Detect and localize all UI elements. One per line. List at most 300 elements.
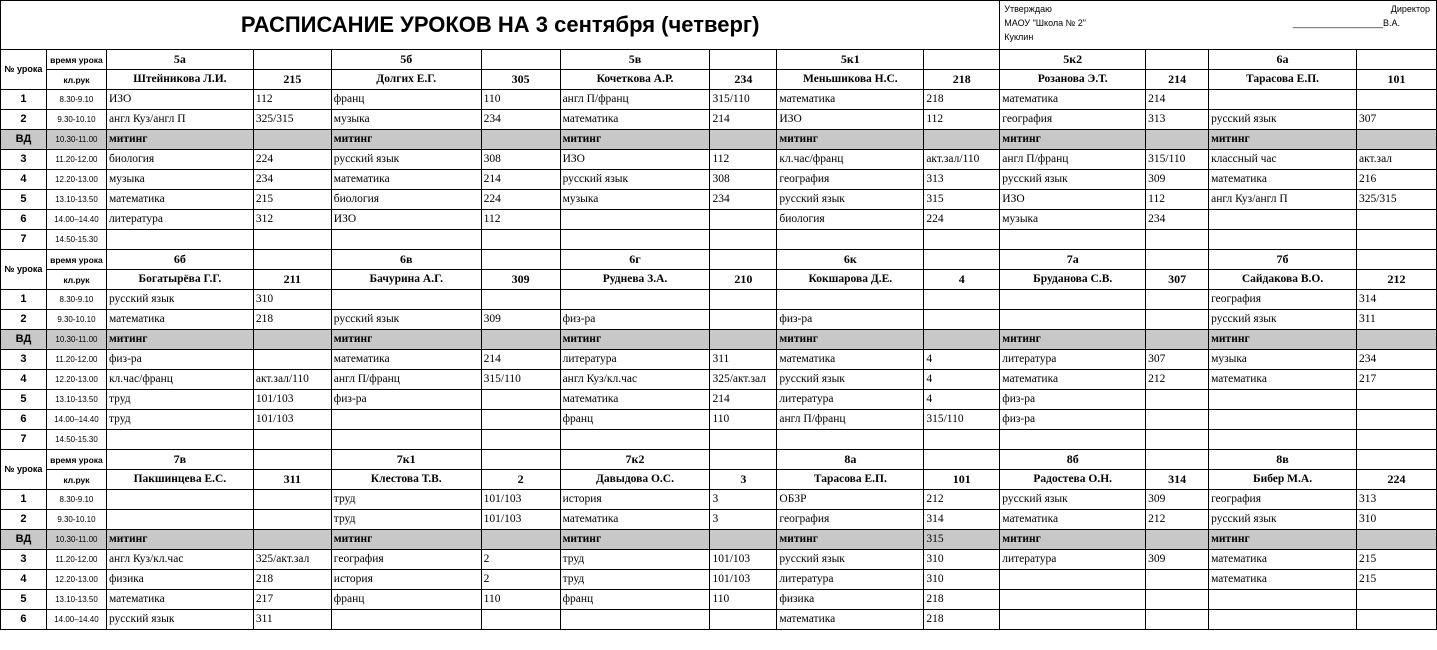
room-cell xyxy=(253,230,331,250)
subject-cell: франц xyxy=(560,590,710,610)
room-cell: 310 xyxy=(253,290,331,310)
class-teacher: Бачурина А.Г. xyxy=(331,270,481,290)
class-name: 8б xyxy=(1000,450,1146,470)
room-cell xyxy=(710,290,777,310)
room-cell: 224 xyxy=(253,150,331,170)
room-cell xyxy=(710,610,777,630)
subject-cell: литература xyxy=(777,570,924,590)
lesson-row xyxy=(1,590,1437,610)
subject-cell: география xyxy=(1209,290,1357,310)
subject-cell: митинг xyxy=(1000,330,1146,350)
room-cell xyxy=(481,530,560,550)
room-cell xyxy=(1146,130,1209,150)
class-name-spacer xyxy=(253,50,331,70)
room-cell xyxy=(1146,230,1209,250)
class-name: 6в xyxy=(331,250,481,270)
room-cell: 101/103 xyxy=(253,390,331,410)
subject-cell: митинг xyxy=(1209,330,1357,350)
room-cell: 310 xyxy=(1356,510,1436,530)
class-teacher: Тарасова Е.П. xyxy=(777,470,924,490)
room-cell: 315/110 xyxy=(710,90,777,110)
class-teacher: Долгих Е.Г. xyxy=(331,70,481,90)
class-home-room: 314 xyxy=(1146,470,1209,490)
room-cell: 101/103 xyxy=(253,410,331,430)
class-teacher: Бруданова С.В. xyxy=(1000,270,1146,290)
subject-cell: русский язык xyxy=(1000,490,1146,510)
room-cell: 224 xyxy=(924,210,1000,230)
subject-cell xyxy=(106,230,253,250)
room-cell: 214 xyxy=(1146,90,1209,110)
lesson-row xyxy=(1,150,1437,170)
lesson-number: ВД xyxy=(1,130,47,150)
class-name: 7б xyxy=(1209,250,1357,270)
lesson-time: 11.20-12.00 xyxy=(46,350,106,370)
subject-cell: русский язык xyxy=(106,610,253,630)
subject-cell: география xyxy=(777,510,924,530)
lesson-row xyxy=(1,170,1437,190)
room-cell: 101/103 xyxy=(710,570,777,590)
subject-cell: математика xyxy=(1209,170,1357,190)
room-cell: 315/110 xyxy=(481,370,560,390)
room-cell xyxy=(1356,90,1436,110)
lesson-row xyxy=(1,290,1437,310)
lesson-row xyxy=(1,390,1437,410)
class-name: 5к2 xyxy=(1000,50,1146,70)
subject-cell xyxy=(1209,230,1357,250)
subject-cell: русский язык xyxy=(1000,170,1146,190)
kl-ruk-label: кл.рук xyxy=(46,70,106,90)
subject-cell: англ Куз/англ П xyxy=(106,110,253,130)
subject-cell: математика xyxy=(1000,510,1146,530)
room-cell: 101/103 xyxy=(710,550,777,570)
room-cell: 110 xyxy=(710,410,777,430)
class-home-room: 218 xyxy=(924,70,1000,90)
subject-cell xyxy=(777,290,924,310)
lesson-number: ВД xyxy=(1,330,47,350)
class-name-spacer xyxy=(253,250,331,270)
class-name-spacer xyxy=(710,450,777,470)
class-name: 8в xyxy=(1209,450,1357,470)
approval-line-2: МАОУ "Школа № 2" xyxy=(1004,18,1086,28)
kl-ruk-label: кл.рук xyxy=(46,470,106,490)
room-cell: 110 xyxy=(481,590,560,610)
subject-cell: математика xyxy=(1209,550,1357,570)
room-cell: 3 xyxy=(710,490,777,510)
subject-cell: физ-ра xyxy=(331,390,481,410)
room-cell: 112 xyxy=(253,90,331,110)
class-home-room: 212 xyxy=(1356,270,1436,290)
subject-cell: митинг xyxy=(106,330,253,350)
time-header: время урока xyxy=(46,250,106,270)
subject-cell xyxy=(1209,610,1357,630)
subject-cell xyxy=(331,290,481,310)
class-name-spacer xyxy=(924,450,1000,470)
lesson-row xyxy=(1,570,1437,590)
room-cell xyxy=(1146,290,1209,310)
class-home-room: 215 xyxy=(253,70,331,90)
room-cell xyxy=(1146,390,1209,410)
room-cell: 214 xyxy=(710,390,777,410)
room-cell xyxy=(1356,210,1436,230)
subject-cell xyxy=(1000,230,1146,250)
class-home-room: 307 xyxy=(1146,270,1209,290)
subject-cell: русский язык xyxy=(106,290,253,310)
class-name-spacer xyxy=(924,250,1000,270)
approval-line-3: Куклин xyxy=(1004,32,1034,42)
lesson-number: 6 xyxy=(1,410,47,430)
class-name: 7а xyxy=(1000,250,1146,270)
room-cell: 214 xyxy=(481,350,560,370)
subject-cell xyxy=(331,230,481,250)
class-teacher: Розанова Э.Т. xyxy=(1000,70,1146,90)
room-cell: 307 xyxy=(1356,110,1436,130)
subject-cell: история xyxy=(560,490,710,510)
room-cell xyxy=(924,290,1000,310)
class-name: 5к1 xyxy=(777,50,924,70)
class-name-spacer xyxy=(710,250,777,270)
class-name: 5в xyxy=(560,50,710,70)
class-home-room: 211 xyxy=(253,270,331,290)
subject-cell: музыка xyxy=(560,190,710,210)
subject-cell: математика xyxy=(777,90,924,110)
class-home-room: 2 xyxy=(481,470,560,490)
room-cell: 216 xyxy=(1356,170,1436,190)
class-teacher: Радостева О.Н. xyxy=(1000,470,1146,490)
kl-ruk-label: кл.рук xyxy=(46,270,106,290)
subject-cell: митинг xyxy=(106,130,253,150)
room-cell: 218 xyxy=(924,90,1000,110)
lesson-row xyxy=(1,490,1437,510)
room-cell xyxy=(924,130,1000,150)
subject-cell xyxy=(777,230,924,250)
room-cell xyxy=(1356,330,1436,350)
lesson-time: 8.30-9.10 xyxy=(46,490,106,510)
subject-cell: ИЗО xyxy=(331,210,481,230)
approval-line-1: Утверждаю xyxy=(1004,4,1052,14)
subject-cell: математика xyxy=(1000,370,1146,390)
class-header-row xyxy=(1,450,1437,470)
room-cell: 309 xyxy=(481,310,560,330)
class-name: 7в xyxy=(106,450,253,470)
subject-cell: ИЗО xyxy=(106,90,253,110)
subject-cell: англ П/франц xyxy=(1000,150,1146,170)
room-cell: 314 xyxy=(1356,290,1436,310)
subject-cell xyxy=(1000,610,1146,630)
class-name-spacer xyxy=(1146,450,1209,470)
class-home-room: 4 xyxy=(924,270,1000,290)
lesson-time: 9.30-10.10 xyxy=(46,510,106,530)
room-cell: 110 xyxy=(710,590,777,610)
subject-cell: русский язык xyxy=(777,190,924,210)
subject-cell: франц xyxy=(331,590,481,610)
class-name: 8а xyxy=(777,450,924,470)
subject-cell: математика xyxy=(1209,570,1357,590)
class-home-room: 309 xyxy=(481,270,560,290)
subject-cell: кл.час/франц xyxy=(777,150,924,170)
page-title: РАСПИСАНИЕ УРОКОВ НА 3 сентября (четверг) xyxy=(1,1,1000,50)
room-cell xyxy=(710,530,777,550)
subject-cell: митинг xyxy=(560,130,710,150)
room-cell: 234 xyxy=(1356,350,1436,370)
class-name: 6г xyxy=(560,250,710,270)
approval-block xyxy=(1000,1,1437,50)
room-cell: 217 xyxy=(1356,370,1436,390)
lesson-time: 13.10-13.50 xyxy=(46,190,106,210)
subject-cell: география xyxy=(1000,110,1146,130)
room-cell xyxy=(253,330,331,350)
subject-cell: митинг xyxy=(560,530,710,550)
room-cell xyxy=(1146,430,1209,450)
room-cell xyxy=(924,230,1000,250)
subject-cell: русский язык xyxy=(777,370,924,390)
room-cell: 215 xyxy=(1356,570,1436,590)
class-header-row xyxy=(1,50,1437,70)
lesson-number: 3 xyxy=(1,150,47,170)
subject-cell xyxy=(1209,410,1357,430)
subject-cell: англ П/франц xyxy=(777,410,924,430)
lesson-number: 5 xyxy=(1,590,47,610)
subject-cell: география xyxy=(1209,490,1357,510)
room-cell xyxy=(1356,530,1436,550)
room-cell: 309 xyxy=(1146,490,1209,510)
subject-cell: русский язык xyxy=(1209,110,1357,130)
room-cell: 217 xyxy=(253,590,331,610)
room-cell: 308 xyxy=(481,150,560,170)
lesson-time: 10.30-11.00 xyxy=(46,130,106,150)
subject-cell xyxy=(777,430,924,450)
subject-cell: литература xyxy=(777,390,924,410)
room-cell xyxy=(1356,590,1436,610)
class-teacher: Штейникова Л.И. xyxy=(106,70,253,90)
subject-cell: русский язык xyxy=(777,550,924,570)
room-cell xyxy=(1146,330,1209,350)
class-name: 5а xyxy=(106,50,253,70)
class-teacher: Тарасова Е.П. xyxy=(1209,70,1357,90)
lesson-time: 11.20-12.00 xyxy=(46,150,106,170)
room-cell xyxy=(481,230,560,250)
room-cell: 325/акт.зал xyxy=(710,370,777,390)
lesson-row xyxy=(1,550,1437,570)
class-home-room: 224 xyxy=(1356,470,1436,490)
room-cell: 218 xyxy=(924,610,1000,630)
room-cell xyxy=(710,430,777,450)
class-teacher: Клестова Т.В. xyxy=(331,470,481,490)
subject-cell: труд xyxy=(560,570,710,590)
class-teacher: Кочеткова А.Р. xyxy=(560,70,710,90)
subject-cell: митинг xyxy=(1209,530,1357,550)
lesson-number: 2 xyxy=(1,510,47,530)
lesson-row xyxy=(1,310,1437,330)
lesson-time: 12.20-13.00 xyxy=(46,370,106,390)
room-cell xyxy=(481,130,560,150)
room-cell: 218 xyxy=(924,590,1000,610)
subject-cell: англ Куз/кл.час xyxy=(560,370,710,390)
room-cell xyxy=(710,210,777,230)
lesson-number: 1 xyxy=(1,90,47,110)
subject-cell xyxy=(106,490,253,510)
room-cell: 325/315 xyxy=(253,110,331,130)
lesson-time: 14.00–14.40 xyxy=(46,410,106,430)
lesson-row xyxy=(1,430,1437,450)
subject-cell xyxy=(1209,430,1357,450)
class-name-spacer xyxy=(253,450,331,470)
room-cell: 311 xyxy=(710,350,777,370)
room-cell: 310 xyxy=(924,570,1000,590)
lesson-time: 14.50-15.30 xyxy=(46,430,106,450)
subject-cell xyxy=(1209,590,1357,610)
time-header: время урока xyxy=(46,450,106,470)
class-home-room: 3 xyxy=(710,470,777,490)
lesson-number: 6 xyxy=(1,210,47,230)
subject-cell: ИЗО xyxy=(1000,190,1146,210)
lesson-time: 14.00–14.40 xyxy=(46,610,106,630)
room-cell: 101/103 xyxy=(481,510,560,530)
room-cell xyxy=(481,410,560,430)
subject-cell xyxy=(106,510,253,530)
lesson-time: 12.20-13.00 xyxy=(46,570,106,590)
subject-cell: математика xyxy=(106,190,253,210)
subject-cell: математика xyxy=(106,310,253,330)
lesson-number: 3 xyxy=(1,550,47,570)
subject-cell: митинг xyxy=(560,330,710,350)
class-teacher: Бибер М.А. xyxy=(1209,470,1357,490)
lesson-number-header: № урока xyxy=(1,250,47,290)
subject-cell: биология xyxy=(777,210,924,230)
lesson-number: 4 xyxy=(1,170,47,190)
subject-cell: митинг xyxy=(331,130,481,150)
lesson-time: 11.20-12.00 xyxy=(46,550,106,570)
subject-cell: литература xyxy=(1000,550,1146,570)
subject-cell: литература xyxy=(106,210,253,230)
room-cell: 212 xyxy=(1146,370,1209,390)
room-cell xyxy=(1356,130,1436,150)
class-name-spacer xyxy=(481,450,560,470)
room-cell: 309 xyxy=(1146,170,1209,190)
subject-cell: математика xyxy=(331,170,481,190)
lesson-row xyxy=(1,350,1437,370)
lesson-number: 5 xyxy=(1,190,47,210)
room-cell: акт.зал/110 xyxy=(924,150,1000,170)
class-name-spacer xyxy=(710,50,777,70)
subject-cell: англ П/франц xyxy=(331,370,481,390)
room-cell xyxy=(253,530,331,550)
subject-cell: митинг xyxy=(777,130,924,150)
room-cell: 313 xyxy=(1146,110,1209,130)
lesson-row xyxy=(1,210,1437,230)
room-cell xyxy=(481,430,560,450)
subject-cell: литература xyxy=(1000,350,1146,370)
lesson-number: 2 xyxy=(1,310,47,330)
subject-cell: музыка xyxy=(1000,210,1146,230)
class-name: 7к1 xyxy=(331,450,481,470)
lesson-time: 13.10-13.50 xyxy=(46,590,106,610)
break-row xyxy=(1,130,1437,150)
room-cell: 234 xyxy=(253,170,331,190)
room-cell xyxy=(1356,410,1436,430)
room-cell xyxy=(710,230,777,250)
room-cell: 101/103 xyxy=(481,490,560,510)
subject-cell: история xyxy=(331,570,481,590)
subject-cell: ОБЗР xyxy=(777,490,924,510)
subject-cell: классный час xyxy=(1209,150,1357,170)
class-home-room: 210 xyxy=(710,270,777,290)
lesson-time: 8.30-9.10 xyxy=(46,90,106,110)
class-name: 7к2 xyxy=(560,450,710,470)
room-cell: 313 xyxy=(1356,490,1436,510)
lesson-row xyxy=(1,90,1437,110)
room-cell xyxy=(253,510,331,530)
class-home-room: 214 xyxy=(1146,70,1209,90)
subject-cell xyxy=(331,410,481,430)
class-name-spacer xyxy=(481,250,560,270)
room-cell: 234 xyxy=(481,110,560,130)
room-cell: 218 xyxy=(253,310,331,330)
teacher-row xyxy=(1,270,1437,290)
room-cell: 315/110 xyxy=(1146,150,1209,170)
room-cell: 2 xyxy=(481,550,560,570)
class-name: 6к xyxy=(777,250,924,270)
class-name-spacer xyxy=(1146,250,1209,270)
room-cell xyxy=(924,430,1000,450)
room-cell xyxy=(253,490,331,510)
subject-cell xyxy=(1000,310,1146,330)
lesson-time: 14.00–14.40 xyxy=(46,210,106,230)
subject-cell: англ Куз/кл.час xyxy=(106,550,253,570)
room-cell xyxy=(1146,570,1209,590)
room-cell: 315/110 xyxy=(924,410,1000,430)
class-name-spacer xyxy=(481,50,560,70)
room-cell: 325/315 xyxy=(1356,190,1436,210)
room-cell: 311 xyxy=(1356,310,1436,330)
subject-cell: физ-ра xyxy=(1000,390,1146,410)
subject-cell: физика xyxy=(777,590,924,610)
class-name: 6б xyxy=(106,250,253,270)
class-teacher: Руднева З.А. xyxy=(560,270,710,290)
subject-cell: музыка xyxy=(331,110,481,130)
subject-cell: география xyxy=(777,170,924,190)
room-cell xyxy=(1146,310,1209,330)
subject-cell xyxy=(560,290,710,310)
subject-cell: англ П/франц xyxy=(560,90,710,110)
subject-cell: математика xyxy=(331,350,481,370)
room-cell xyxy=(924,310,1000,330)
subject-cell xyxy=(560,430,710,450)
room-cell xyxy=(481,390,560,410)
subject-cell: митинг xyxy=(1000,530,1146,550)
subject-cell: труд xyxy=(560,550,710,570)
subject-cell: франц xyxy=(560,410,710,430)
room-cell: 112 xyxy=(481,210,560,230)
subject-cell: математика xyxy=(1000,90,1146,110)
room-cell: 325/акт.зал xyxy=(253,550,331,570)
lesson-number: 5 xyxy=(1,390,47,410)
subject-cell xyxy=(1209,210,1357,230)
subject-cell: ИЗО xyxy=(777,110,924,130)
room-cell xyxy=(1146,610,1209,630)
subject-cell: митинг xyxy=(777,530,924,550)
room-cell xyxy=(253,350,331,370)
class-home-room: 311 xyxy=(253,470,331,490)
subject-cell: математика xyxy=(560,390,710,410)
lesson-time: 13.10-13.50 xyxy=(46,390,106,410)
lesson-time: 8.30-9.10 xyxy=(46,290,106,310)
subject-cell: труд xyxy=(331,490,481,510)
lesson-number: 7 xyxy=(1,430,47,450)
room-cell xyxy=(710,130,777,150)
subject-cell: биология xyxy=(106,150,253,170)
lesson-row xyxy=(1,510,1437,530)
subject-cell: математика xyxy=(560,110,710,130)
